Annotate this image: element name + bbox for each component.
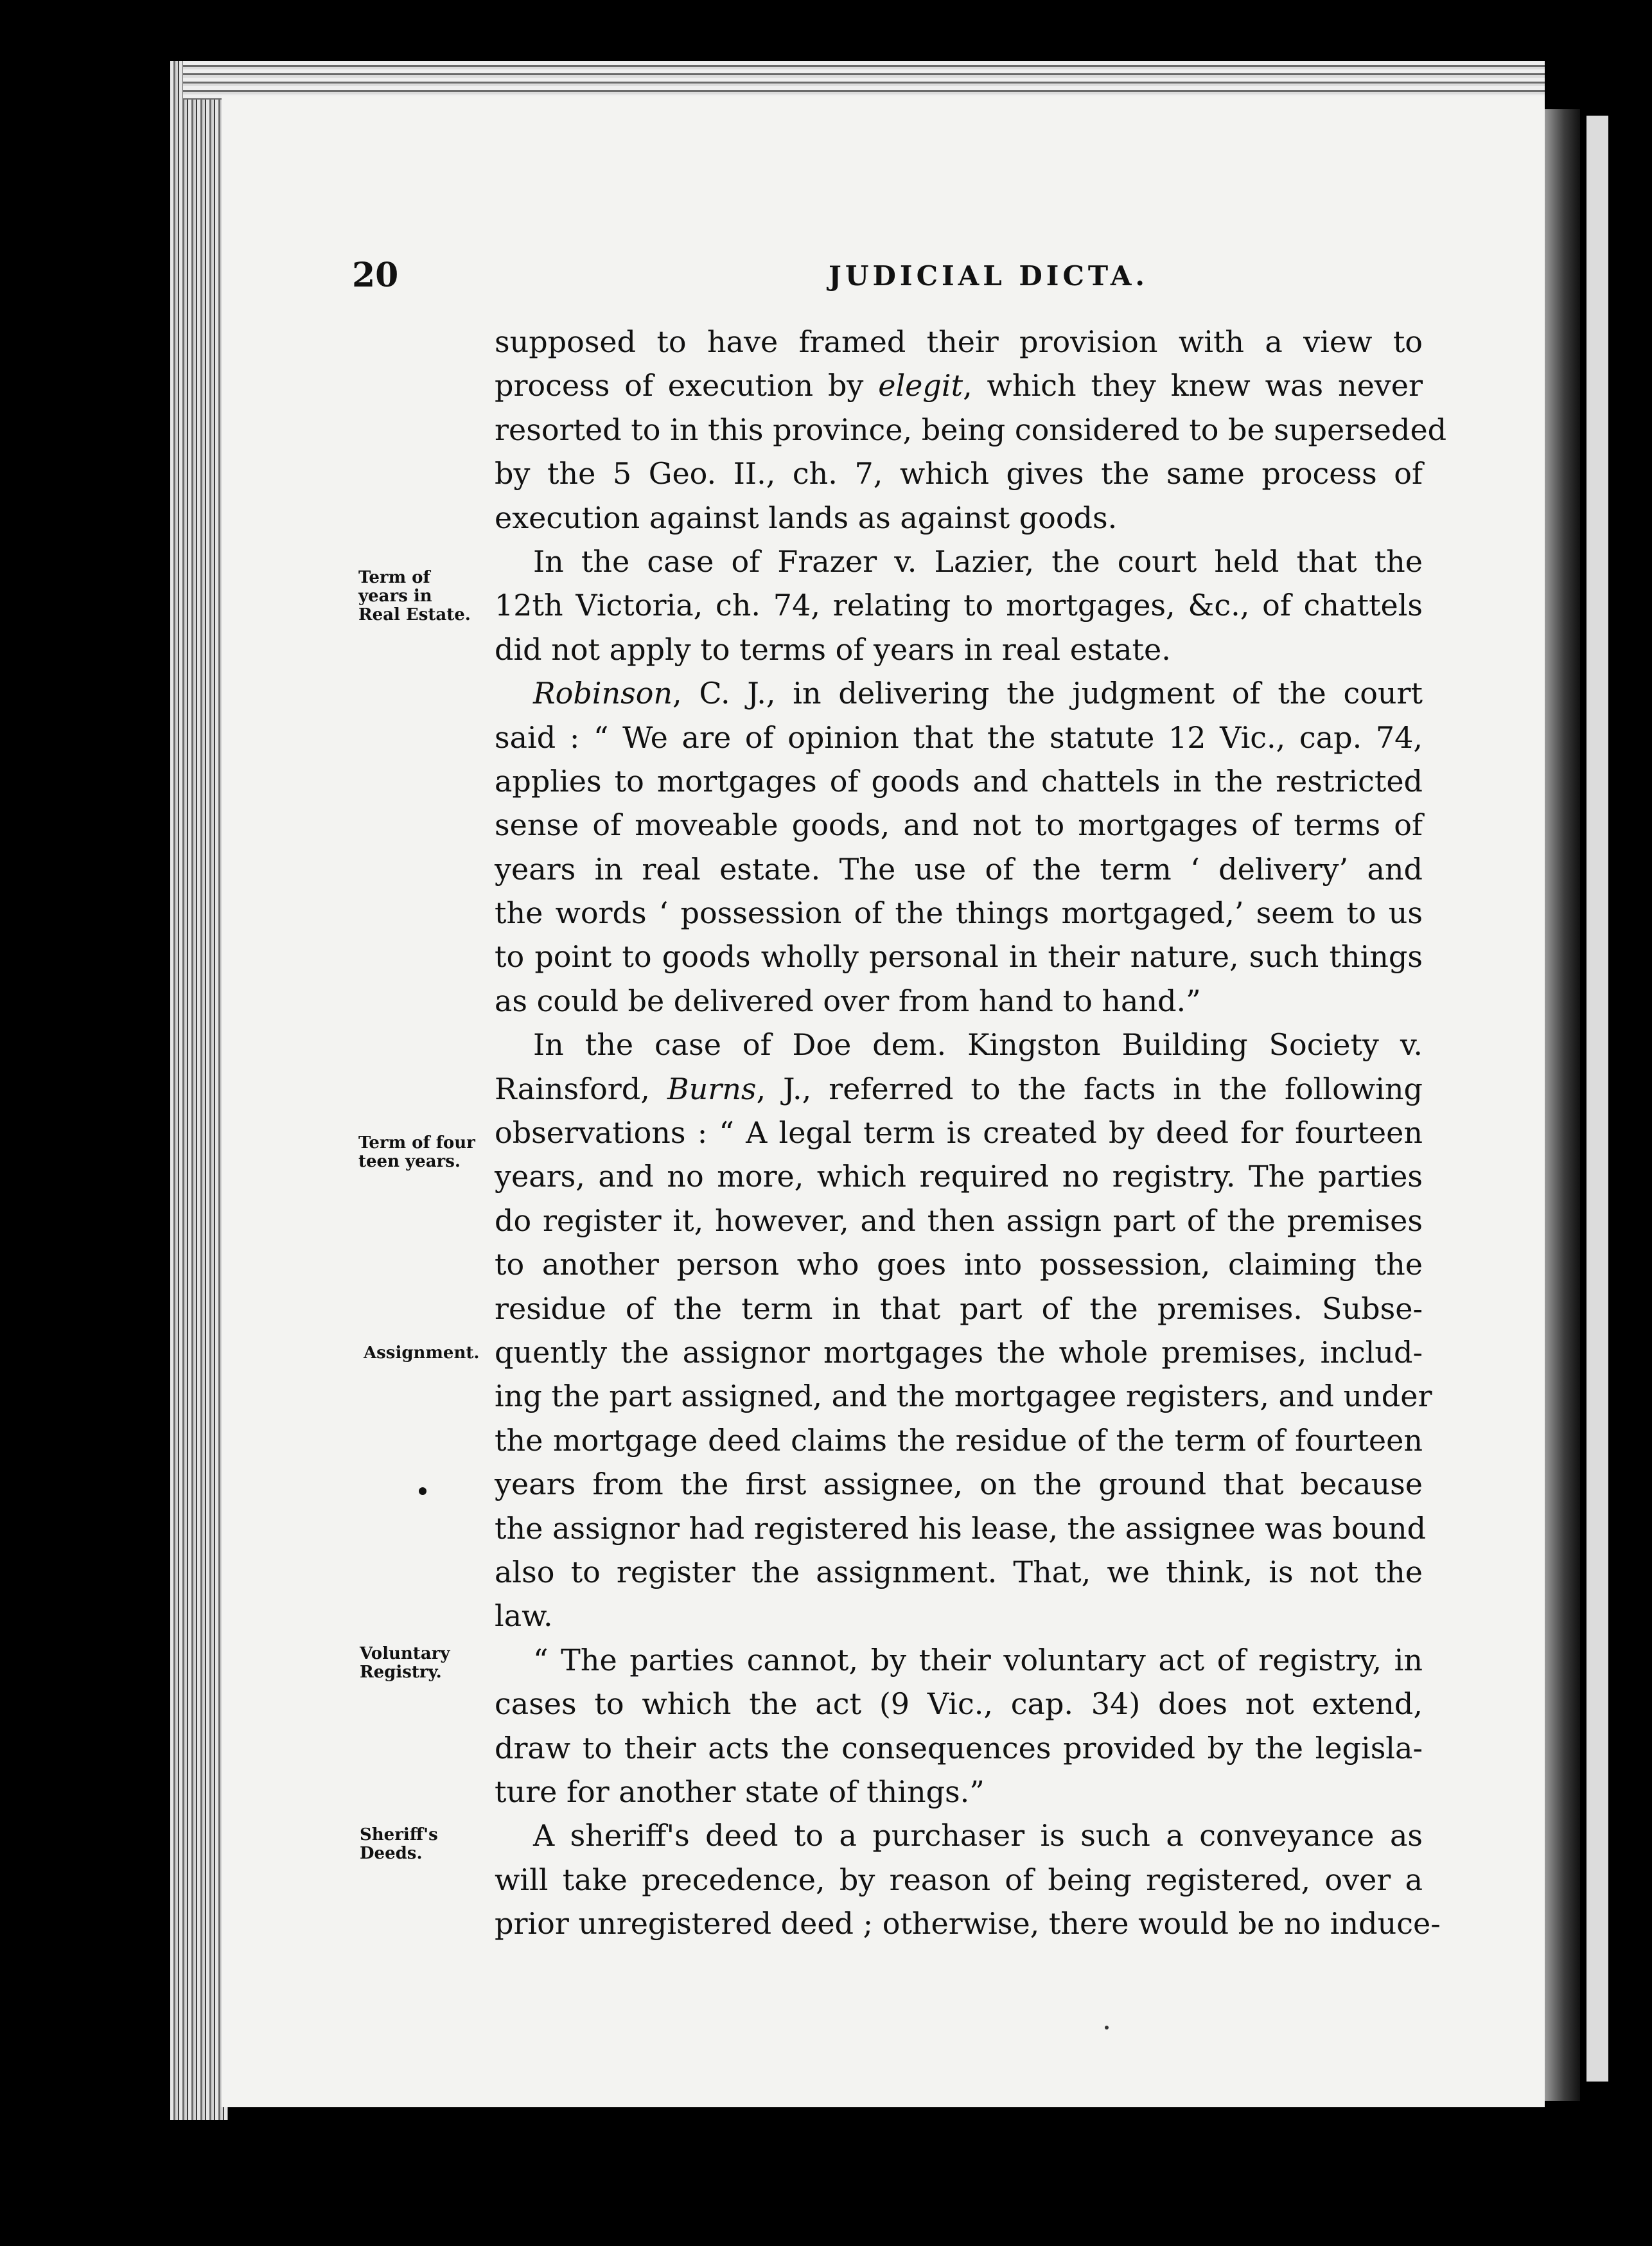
text-line: sense of moveable goods, and not to mortgages of terms of (495, 808, 1423, 843)
body-text (495, 320, 1447, 1945)
text-line: In the case of Doe dem. Kingston Building Society v. (533, 1027, 1423, 1063)
sidenote-term-of-fourteen-years: Term of four teen years. (358, 1133, 475, 1171)
text-line: process of execution by elegit, which they knew was never (495, 368, 1423, 403)
page-number: 20 (352, 256, 399, 295)
text-line: by the 5 Geo. II., ch. 7, which gives the same process of (495, 456, 1423, 491)
facing-page-edge (1586, 116, 1608, 2082)
text-line: did not apply to terms of years in real estate. (495, 632, 1171, 667)
italic-term: elegit (878, 368, 963, 403)
text-line: the words ‘ possession of the things mortgaged,’ seem to us (495, 896, 1423, 931)
text-line: resorted to in this province, being considered to be superseded (495, 412, 1447, 447)
text-line: 12th Victoria, ch. 74, relating to mortgages, &c., of chattels (495, 588, 1423, 623)
text-line: years in real estate. The use of the term ‘ delivery’ and (495, 851, 1423, 887)
text-line: Robinson, C. J., in delivering the judgment of the court (533, 676, 1423, 711)
text-line: In the case of Frazer v. Lazier, the court held that the (533, 544, 1423, 579)
text-line: the mortgage deed claims the residue of the term of fourteen (495, 1422, 1423, 1458)
text-line: also to register the assignment. That, we think, is not the (495, 1554, 1423, 1589)
text-line: Rainsford, Burns, J., referred to the facts in the following (495, 1071, 1423, 1106)
sidenote-sheriffs-deeds: Sheriff's Deeds. (360, 1825, 438, 1863)
gutter-shadow (1545, 109, 1580, 2101)
stray-mark (419, 1487, 426, 1495)
text-line: to another person who goes into possession, claiming the (495, 1247, 1423, 1282)
text-line: residue of the term in that part of the premises. Subse- (495, 1291, 1423, 1326)
text-line: draw to their acts the consequences provided by the legisla- (495, 1730, 1423, 1765)
text-line: ture for another state of things.” (495, 1774, 985, 1809)
text-line: law. (495, 1598, 553, 1634)
italic-name: Burns (667, 1071, 757, 1106)
sidenote-term-of-years: Term of years in Real Estate. (358, 568, 471, 624)
text-line: do register it, however, and then assign part of the premises (495, 1203, 1423, 1238)
text-line: years, and no more, which required no registry. The parties (495, 1159, 1423, 1194)
text-line: A sheriff's deed to a purchaser is such a conveyance as (533, 1818, 1423, 1853)
italic-name: Robinson (533, 676, 673, 711)
sidenote-voluntary-registry: Voluntary Registry. (360, 1644, 450, 1682)
text-line: prior unregistered deed ; otherwise, there would be no induce- (495, 1906, 1441, 1941)
text-line: to point to goods wholly personal in their nature, such things (495, 939, 1423, 975)
page-top-edge (183, 61, 1545, 100)
text-line: ing the part assigned, and the mortgagee registers, and under (495, 1379, 1432, 1414)
text-line: observations : “ A legal term is created by deed for fourteen (495, 1115, 1423, 1151)
text-line: quently the assignor mortgages the whole premises, includ- (495, 1334, 1423, 1370)
text-line: applies to mortgages of goods and chattels in the restricted (495, 763, 1423, 799)
text-line: the assignor had registered his lease, the assignee was bound (495, 1510, 1427, 1546)
text-line: execution against lands as against goods. (495, 500, 1118, 535)
text-line: “ The parties cannot, by their voluntary act of registry, in (533, 1642, 1423, 1677)
sidenote-assignment: Assignment. (364, 1343, 480, 1363)
text-line: years from the first assignee, on the ground that because (495, 1467, 1423, 1502)
stray-dot (1105, 2026, 1109, 2029)
page-stack-edge (170, 61, 228, 2120)
text-line: cases to which the act (9 Vic., cap. 34) does not extend, (495, 1686, 1423, 1722)
running-title: JUDICIAL DICTA. (829, 260, 1149, 292)
text-line: said : “ We are of opinion that the statute 12 Vic., cap. 74, (495, 720, 1423, 755)
text-line: as could be delivered over from hand to hand.” (495, 983, 1201, 1018)
text-line: will take precedence, by reason of being registered, over a (495, 1862, 1423, 1897)
text-line: supposed to have framed their provision with a view to (495, 324, 1423, 359)
